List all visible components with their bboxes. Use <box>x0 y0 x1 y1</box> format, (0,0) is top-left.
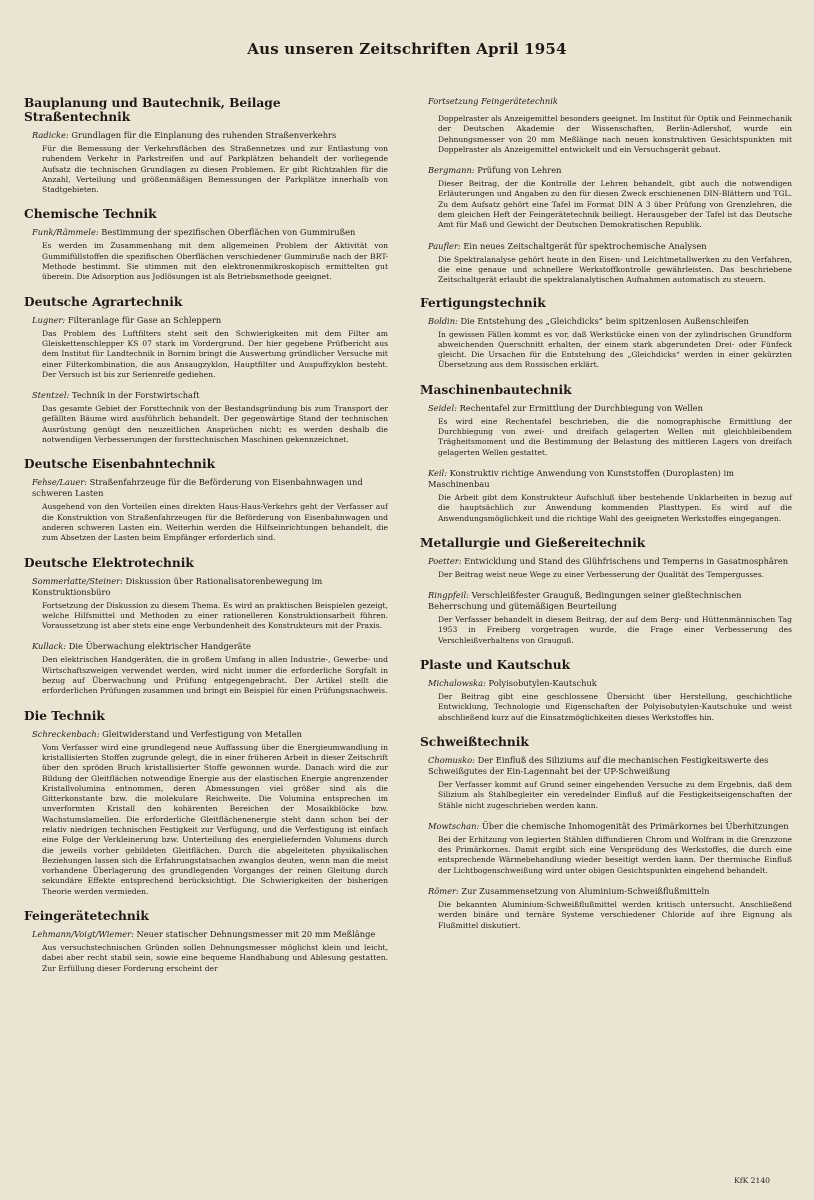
left-column <box>24 96 388 986</box>
article-heading <box>428 755 792 777</box>
section-heading: Plaste und Kautschuk <box>420 658 571 673</box>
article-body: Das gesamte Gebiet der Forsttechnik von der Bestandsgründung bis zum Transport der gefällten Bäume wird ausführlich behandelt. Der gegenwärtige Stand der technischen Ausrüstung genügt den neuzeitlichen Ansprüchen nicht; es werden deshalb die notwendigen Verbesserungen der forsttechnischen Maschinen gekennzeichnet. <box>42 404 388 445</box>
section-heading: Maschinenbautechnik <box>420 382 572 397</box>
article <box>420 165 792 230</box>
article-heading <box>428 165 792 176</box>
article-topic: Ein neues Zeitschaltgerät für spektrochemische Analysen <box>463 240 707 251</box>
article-body: Der Beitrag weist neue Wege zu einer Verbesserung der Qualität des Tempergusses. <box>438 569 765 579</box>
article <box>420 590 792 646</box>
article-author: Römer: <box>428 885 459 896</box>
article-author: Kullack: <box>32 641 67 652</box>
article-body: Der Verfasser behandelt in diesem Beitrag, der auf dem Berg- und Hüttenmännischen Tag 1953 in Freiberg vorgetragen wurde, die Frage einer Verbesserung des Verschleißverhaltens von Grauguß. <box>438 615 792 645</box>
article-topic: Über die chemische Inhomogenität des Primärkornes bei Überhitzungen <box>481 820 789 831</box>
journal-section <box>24 556 388 697</box>
article <box>24 641 388 696</box>
article-body: Vom Verfasser wird eine grundlegend neue Auffassung über die Energieumwandlung in kristallisierten Stoffen zugrunde gelegt, die in einer früheren Arbeit in dieser Zeitschrift über den spröden Bruch kristallisierter Stoffe gewonnen wurde. Danach wird die zur Bildung der Gleitflächen notwendige Energie aus der elastischen Energie angrenzender Kristallvolumina entnommen, deren Abmessungen viel größer sind als die Gitterkonstante bzw. die molekulare Reichweite. Die Volumina entsprechen im unverformten Kristall den kohärenten Bereichen der Mosaikblöcke bzw. Wachstumslamellen. Die erforderliche Gleitflächenenergie steht dann schon bei der relativ niedrigen technischen Festigkeit zur Verfügung, und die Verfestigung ist einfach eine Folge der Verkleinerung bzw. Unterteilung des energieliefernden Volumens durch die jeweils vorher gebildeten Gleitflächen. Durch die abgeleiteten physikalischen Beziehungen lassen sich die Erfahrungstatsachen zwanglos deuten, wenn man die meist vorhandene Überlagerung des grundlegenden Vorganges der reinen Gleitung durch sekundäre Effekte entsprechend berücksichtigt. Die Schwierigkeiten der bisherigen Theorie werden vermieden. <box>42 742 388 896</box>
article-author: Fehse/Lauer: <box>32 477 87 488</box>
article-heading <box>428 886 792 897</box>
article-topic: Der Einfluß des Siliziums auf die mechanischen Festigkeitswerte des Schweißgutes der Ein-Lagennaht bei der UP-Schweißung <box>428 754 769 776</box>
article-body: Fortsetzung der Diskussion zu diesem Thema. Es wird an praktischen Beispielen gezeigt, welche Hilfsmittel und Methoden zu einer rationelleren Konstruktionsarbeit führen. Voraussetzung ist aber stets eine enge Verbundenheit des Konstrukteurs mit der Praxis. <box>42 600 388 631</box>
article-topic: Technik in der Forstwirtschaft <box>71 390 200 401</box>
journal-section <box>420 296 792 371</box>
article-body: Aus versuchstechnischen Gründen sollen Dehnungsmesser möglichst klein und leicht, dabei aber recht stabil sein, sowie eine bequeme Handhabung und Ablesung gestatten. Zur Erfüllung dieser Forderung erscheint der <box>42 943 388 973</box>
journal-section <box>420 383 792 524</box>
article-topic: Neuer statischer Dehnungsmesser mit 20 mm Meßlänge <box>136 929 376 940</box>
article-author: Mowtschan: <box>428 820 480 831</box>
article-topic: Bestimmung der spezifischen Oberflächen von Gummirußen <box>101 227 356 238</box>
article-body: Es wird eine Rechentafel beschrieben, die die nomographische Ermittlung der Durchbiegung von zwei- und dreifach gelagerten Wellen mit gleichbleibendem Trägheitsmoment und die Bestimmung der Belastung des mittleren Lagers von dreifach gelagerten Wellen gestattet. <box>438 416 792 457</box>
article-topic: Zur Zusammensetzung von Aluminium-Schweißflußmitteln <box>461 885 710 896</box>
article-heading <box>32 729 388 740</box>
article <box>24 130 388 195</box>
article-body: Die Spektralanalyse gehört heute in den Eisen- und Leichtmetallwerken zu den Verfahren, die eine genaue und schnellere Werkstoffkontrolle gewährleisten. Das beschriebene Zeitschaltgerät erlaubt die spektralanalytischen Aufnahmen automatisch zu steuern. <box>438 254 792 285</box>
article-topic: Filteranlage für Gase an Schleppern <box>67 314 222 325</box>
article-body: Dieser Beitrag, der die Kontrolle der Lehren behandelt, gibt auch die notwendigen Erläuterungen und Angaben zu den für diesen Zweck erschienenen DIN-Blättern und TGL. Zu dem Aufsatz gehört eine Tafel im Format DIN A 3 über Prüfung von Grenzlehren, die dem gleichen Heft der Feingerätetechnik beiliegt. Herausgeber der Tafel ist das Deutsche Amt für Maß und Gewicht der Deutschen Demokratischen Republik. <box>438 179 792 230</box>
article <box>420 886 792 931</box>
article-author: Funk/Rämmele: <box>32 227 99 238</box>
journal-section <box>420 658 792 723</box>
article-body: Bei der Erhitzung von legierten Stählen diffundieren Chrom und Wolfram in die Grenzzone des Primärkornes. Damit ergibt sich eine Versprödung des Werkstoffes, die durch eine entsprechende Wärmebehandlung wieder beseitigt werden kann. Der thermische Einfluß der Lichtbogenschweißung wird unter obigen Gesichtspunkten eingehend behandelt. <box>438 834 792 875</box>
article <box>24 390 388 445</box>
article <box>24 729 388 897</box>
continuation-article <box>420 114 792 155</box>
article-topic: Diskussion über Rationalisatorenbewegung im Konstruktionsbüro <box>32 575 323 597</box>
article-body: Das Problem des Luftfilters steht seit den Schwierigkeiten mit dem Filter am Gleiskettenschlepper KS 07 stark im Vordergrund. Der hier gegebene Prüfbericht aus dem Institut für Landtechnik in Bornim bringt die Auswertung gründlicher Versuche mit einer Filterkombination, die aus Ansaugzyklon, Hauptfilter und Auspuffzyklon besteht. Der Versuch ist bis zur Serienreife gediehen. <box>42 328 388 379</box>
article <box>24 227 388 282</box>
article-topic: Polyisobutylen-Kautschuk <box>488 678 597 689</box>
journal-section <box>24 909 388 974</box>
journal-section <box>24 295 388 446</box>
article-author: Paufler: <box>428 240 461 251</box>
section-heading: Die Technik <box>24 708 105 723</box>
journal-section <box>24 207 388 282</box>
page-title: Aus unseren Zeitschriften April 1954 <box>247 40 567 58</box>
article-topic: Straßenfahrzeuge für die Beförderung von Eisenbahnwagen und schweren Lasten <box>32 477 363 499</box>
continuation-label: Fortsetzung Feingerätetechnik <box>428 96 558 106</box>
article-heading <box>428 241 792 252</box>
article-author: Chomusko: <box>428 754 475 765</box>
article <box>420 403 792 458</box>
article-heading <box>428 316 792 327</box>
article <box>24 929 388 974</box>
section-heading: Bauplanung und Bautechnik, Beilage Straßentechnik <box>24 96 281 124</box>
article-heading <box>428 556 792 567</box>
article-topic: Die Entstehung des „Gleichdicks“ beim spitzenlosen Außenschleifen <box>460 315 749 326</box>
section-heading: Chemische Technik <box>24 207 157 222</box>
article-heading <box>428 678 792 689</box>
journal-section <box>24 709 388 897</box>
section-heading: Deutsche Elektrotechnik <box>24 555 194 570</box>
article-heading <box>32 390 388 401</box>
article-heading <box>428 590 792 612</box>
article <box>420 755 792 811</box>
article-author: Poetter: <box>428 555 462 566</box>
article-author: Seidel: <box>428 402 457 413</box>
continuation-articles <box>420 165 792 285</box>
article <box>420 468 792 524</box>
article-heading <box>428 821 792 832</box>
article-topic: Grundlagen für die Einplanung des ruhenden Straßenverkehrs <box>71 130 337 140</box>
article-author: Lehmann/Voigt/Wiemer: <box>32 929 134 940</box>
article-author: Stentzel: <box>32 390 70 401</box>
article-author: Keil: <box>428 467 447 478</box>
journal-section <box>420 735 792 931</box>
section-heading: Metallurgie und Gießereitechnik <box>420 535 646 550</box>
article <box>420 556 792 580</box>
article-heading <box>428 468 792 490</box>
article-topic: Rechentafel zur Ermittlung der Durchbiegung von Wellen <box>459 402 703 413</box>
article <box>420 241 792 286</box>
article-topic: Gleitwiderstand und Verfestigung von Metallen <box>102 728 302 739</box>
article-heading <box>32 227 388 238</box>
section-heading: Feingerätetechnik <box>24 909 149 924</box>
right-sections <box>420 296 792 931</box>
section-heading: Schweißtechnik <box>420 734 529 749</box>
footer-code: KfK 2140 <box>734 1176 770 1185</box>
article-topic: Prüfung von Lehren <box>477 165 562 176</box>
article <box>24 315 388 380</box>
article-body: Ausgehend von den Vorteilen eines direkten Haus-Haus-Verkehrs geht der Verfasser auf die Konstruktion von Straßenfahrzeugen für die Beförderung von Eisenbahnwagen und anderen schweren Lasten ein. Weiterhin werden die Hilfseinrichtungen behandelt, die zum Absetzen der Lasten beim Empfänger erforderlich sind. <box>42 502 388 543</box>
article <box>420 316 792 371</box>
article-topic: Verschleißfester Grauguß, Bedingungen seiner gießtechnischen Beherrschung und gütemäßigen Beurteilung <box>428 590 742 612</box>
article-body: Die Arbeit gibt dem Konstrukteur Aufschluß über bestehende Unklarheiten in bezug auf die hauptsächlich zur Anwendung kommenden Plasttypen. Es wird auf die Anwendungsmöglichkeit und die richtige Wahl des geeigneten Werkstoffes eingegangen. <box>438 492 792 523</box>
article-heading <box>32 315 388 326</box>
article-heading <box>32 477 388 499</box>
article-body: Für die Bemessung der Verkehrsflächen des Straßennetzes und zur Entlastung von ruhendem Verkehr in Parkstreifen und auf Parkplätzen behandelt der vorliegende Aufsatz die technischen Grundlagen zu diesen Problemen. Er gibt Richtzahlen für die Anzahl, Verteilung und größenmäßigen Bemessungen der Parkplätze innerhalb von Stadtgebieten. <box>42 144 388 195</box>
article <box>420 821 792 876</box>
article-body: Es werden im Zusammenhang mit dem allgemeinen Problem der Aktivität von Gummifüllstoffen die spezifischen Oberflächen verschiedener Gummiruße nach der BRT-Methode bestimmt. Sie stimmen mit den elektronenmikroskopisch ermittelten gut überein. Die Adsorption aus Jodlösungen ist als Betriebsmethode geeignet. <box>42 241 388 282</box>
article-heading <box>32 929 388 940</box>
journal-section <box>420 536 792 646</box>
article-body: Den elektrischen Handgeräten, die in großem Umfang in allen Industrie-, Gewerbe- und Wirtschaftszweigen verwendet werden, wird nicht immer die erforderliche Sorgfalt in bezug auf Überwachung und Prüfung entgegengebracht. Der Artikel stellt die erforderlichen Prüfungen zusammen und bringt ein Beispiel für einen Prüfungsnachweis. <box>42 655 388 696</box>
journal-section <box>24 96 388 195</box>
article-topic: Die Überwachung elektrischer Handgeräte <box>68 641 251 652</box>
section-heading: Fertigungstechnik <box>420 295 546 310</box>
article <box>24 576 388 632</box>
article <box>420 678 792 723</box>
article-body: Der Beitrag gibt eine geschlossene Übersicht über Herstellung, geschichtliche Entwicklung, Technologie und Eigenschaften der Polyisobutylen-Kautschuke und weist abschließend kurz auf die Einsatzmöglichkeiten dieses Werkstoffes hin. <box>438 692 792 722</box>
section-heading: Deutsche Agrartechnik <box>24 294 183 309</box>
article-author: Lugner: <box>32 314 66 325</box>
article-topic: Konstruktiv richtige Anwendung von Kunststoffen (Duroplasten) im Maschinenbau <box>428 467 734 489</box>
article-heading <box>428 403 792 414</box>
section-heading: Deutsche Eisenbahntechnik <box>24 457 216 472</box>
article-heading <box>32 130 388 141</box>
article-topic: Entwicklung und Stand des Glühfrischens und Temperns in Gasatmosphären <box>464 555 789 566</box>
article-body: In gewissen Fällen kommt es vor, daß Werkstücke einen von der zylindrischen Grundform abweichenden Querschnitt erhalten, der einem stark abgerundeten Drei- oder Fünfeck gleicht. Die Ursachen für die Entstehung des „Gleichdicks“ werden in einer gekürzten Übersetzung aus dem Russischen erklärt. <box>438 329 792 370</box>
article-author: Boldin: <box>428 315 458 326</box>
article-author: Michalowska: <box>428 678 486 689</box>
article-author: Ringpfeil: <box>428 590 469 601</box>
article-author: Bergmann: <box>428 165 475 176</box>
article <box>24 477 388 543</box>
article-author: Schreckenbach: <box>32 728 100 739</box>
continuation-body: Doppelraster als Anzeigemittel besonders geeignet. Im Institut für Optik und Feinmechanik der Deutschen Akademie der Wissenschaften, Berlin-Adlershof, wurde ein Dehnungsmesser von 20 mm Meßlänge nach neuen konstruktiven Gesichtspunkten mit Doppelraster als Anzeigemittel entwickelt und ein Versuchsgerät gebaut. <box>438 114 792 154</box>
journal-section <box>24 457 388 543</box>
article-author: Sommerlatte/Steiner: <box>32 575 123 586</box>
article-author: Radicke: <box>32 130 69 140</box>
article-heading <box>32 641 388 652</box>
article-heading <box>32 576 388 598</box>
article-body: Der Verfasser kommt auf Grund seiner eingehenden Versuche zu dem Ergebnis, daß dem Silizium als Stahlbegleiter ein veredelnder Einfluß auf die Festigkeitseigenschaften der Stähle nicht zugeschrieben werden kann. <box>438 779 792 810</box>
right-column <box>420 96 792 943</box>
article-body: Die bekannten Aluminium-Schweißflußmittel werden kritisch untersucht. Anschließend werden binäre und ternäre Systeme verschiedener Chloride auf ihre Eignung als Flußmittel diskutiert. <box>438 899 792 930</box>
